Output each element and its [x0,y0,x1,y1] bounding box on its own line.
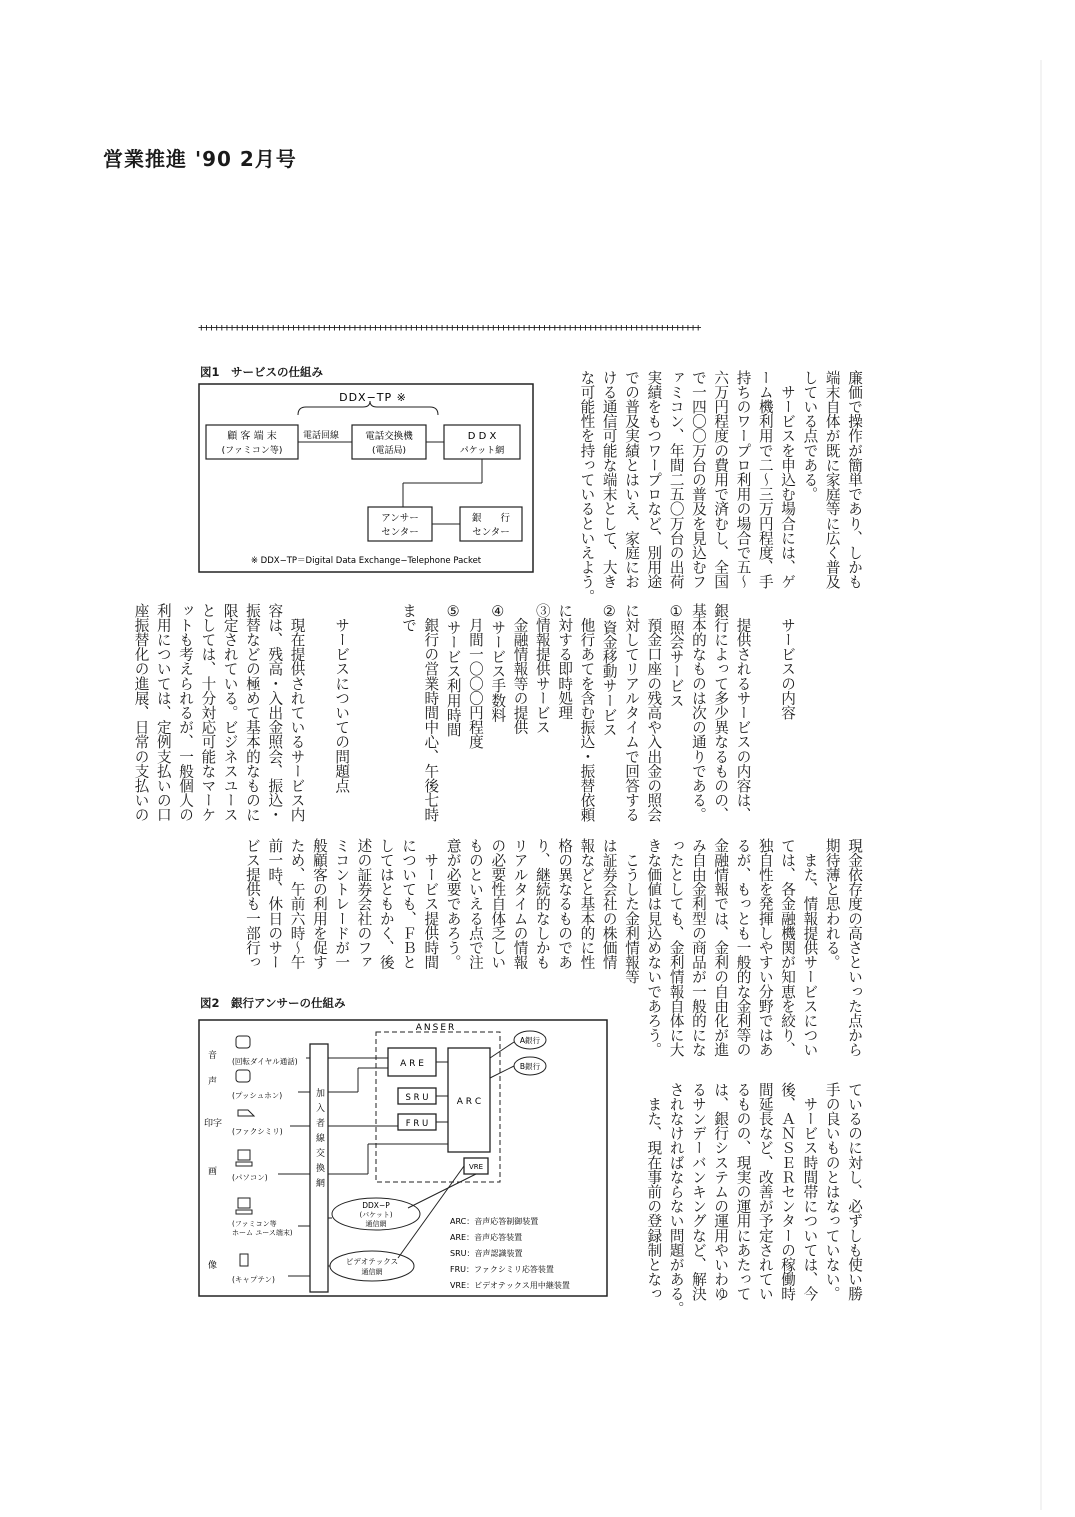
fig2-captain: (キャプテン) [232,1275,275,1284]
fig1-exchange: 電話交換機 [365,431,413,442]
fig1-ddxtp-label: DDX−TP ※ [339,391,407,404]
captain-icon [240,1254,248,1266]
fig2-legend-arc: ARC：音声応答制御装置 [450,1217,539,1226]
fig2-legend-fru: FRU：ファクシミリ応答装置 [450,1265,554,1274]
fig2-image-label2: 像 [208,1261,218,1271]
fig2-videotex-net: 通信網 [361,1268,383,1276]
fig1-customer-note: (ファミコン等) [221,446,283,456]
body-text-upper-left: サービスの内容 提供されるサービスの内容は、 銀行によって多少異なるものの、 基本的なものは次の通りである。 ①照会サービス 預金口座の残高や入出金の照会 に対してリアルタイムで回答する ②資金移動サービス 他行あてを含む振込・振替依頼 に対する即時処理 ③情報提供サービス 金融情報等の提供 ④サービス手数料 月間一〇〇〇円程度 ⑤サービス利用時間 銀行の営業時間中心、午後七時 まで サービスについての問題点 現在提供されているサービス内 容は、残高・入出金照会、振込・ 振替などの極めて基本的なものに 限定されている。ビジネスユース としては、十分対応可能なマーケ ットも考えられるが、一般個人の 利用については、定例支払いの口 座振替化の進展、日常の支払いの [132,603,797,822]
fig1-bank: 銀 行 [471,513,511,524]
fig2-push: (プッシュホン) [232,1091,283,1100]
fig1-phone-line: 電話回線 [302,431,340,441]
fig2-videotex: ビデオテックス [345,1257,399,1266]
decorative-rule: ++++++++++++++++++++++++++++++++++++++++++++++++++++++++++++++++++++++++++++++++++++++++++++++++++ [198,322,701,334]
fig2-legend-are: ARE：音声応答装置 [450,1233,523,1242]
fig1-bank-center: センター [472,527,510,538]
fax-icon [238,1110,254,1116]
figure2-diagram [198,1018,618,1304]
fig2-image-label: 画 [208,1167,218,1177]
fig1-answer: アンサー [381,513,419,524]
fig2-print-label: 印字 [204,1119,223,1129]
fig2-are: A R E [400,1059,424,1069]
figure2-caption: 図2 銀行アンサーの仕組み [200,996,346,1010]
fig2-vre: VRE [468,1163,484,1171]
body-text-lower-right: 現金依存度の高さといった点から 期待薄と思われる。 また、情報提供サービスについ ては、各金融機関が知恵を絞り、 独自性を発揮しやすい分野ではあ るが、もっとも一般的な金利等の 金融情報では、金利の自由化が進 み自由金利型の商品が一般的にな ったとしても、金利情報自体に大 きな価値は見込めないであろう。 こうした金利情報等 は証券会社の株価情 報などと基本的に性 格の異なるものであ り、継続的なしかも リアルタイムの情報 の必要性自体乏しい ものといえる点で注 意が必要であろう。 サービス提供時間 についても、ＦＢと してはともかく、後 述の証券会社のファ ミコントレードが一 般顧客の利用を促す ため、午前六時〜午 前一時、休日のサー ビス提供も一部行っ [243,838,863,1057]
pc-icon [236,1150,252,1166]
famicom-icon [236,1198,252,1214]
fig2-anser: ANSER [415,1023,457,1033]
fig1-footnote: ※ DDX−TP＝Digital Data Exchange−Telephone Packet [250,556,482,566]
fig2-rotary: (回転ダイヤル通話) [232,1057,298,1066]
fig2-ddxp: DDX−P [362,1201,390,1210]
fig2-legend-sru: SRU：音声認識装置 [450,1249,523,1258]
fig2-fax: (ファクシミリ) [232,1127,283,1136]
fig1-customer-terminal: 顧 客 端 末 [227,431,277,442]
fig2-bank-a: A銀行 [519,1036,541,1045]
fig2-fru: F R U [405,1119,429,1129]
fig1-ddx: D D X [467,431,497,442]
magazine-header: 営業推進 '90 2月号 [103,147,297,171]
page-edge [1040,60,1042,1510]
fig2-voice-label: 音 [208,1051,218,1061]
fig1-answer-center: センター [381,527,419,538]
fig2-switch-network: 加入者線交換網 [314,1088,324,1193]
rotary-phone-icon [236,1036,250,1048]
body-text-lower-left: ているのに対し、必ずしも使い勝 手の良いものとはなっていない。 サービス時間帯については、今 後、ＡＮＳＥＲセンターの稼働時 間延長など、改善が予定されてい るものの、現実の運用にあたって は、銀行システムの運用やいわゆ るサンデーバンキングなど、解決 されなければならない問題がある。 また、現在事前の登録制となっ [645,1082,863,1316]
figure1-caption: 図1 サービスの仕組み [200,365,324,379]
fig2-ddxp-net: 通信網 [365,1220,387,1228]
fig2-arc: A R C [456,1097,482,1107]
body-text-upper-right: 廉価で操作が簡単であり、しかも 端末自体が既に家庭等に広く普及 している点である。 サービスを申込む場合には、ゲ ーム機利用で二〜三万円程度、手 持ちのワープロ利用の場合で五〜 六万円程度の費用で済むし、全国 で一四〇〇万台の普及を見込むフ ァミコン、年間二五〇万台の出荷 実績をもつワープロなど、別用途 での普及実績とはいえ、家庭にお ける通信可能な端末として、大き な可能性を持っているといえよう。 [578,370,863,604]
fig2-bank-b: B銀行 [519,1062,541,1071]
fig2-voice-label2: 声 [208,1077,218,1087]
figure1-diagram [198,383,534,577]
fig1-packet-net: パケット網 [459,446,505,456]
fig2-famicom-home: ホーム ユース端末) [232,1229,293,1237]
fig1-exchange-note: (電話局) [371,446,407,456]
push-phone-icon [236,1070,250,1082]
fig2-pc: (パソコン) [232,1173,268,1182]
fig2-legend-vre: VRE：ビデオテックス用中継装置 [450,1281,570,1290]
fig2-famicom: (ファミコン等 [232,1220,277,1228]
fig2-sru: S R U [405,1093,429,1103]
fig2-ddxp-packet: (パケット) [359,1211,393,1219]
